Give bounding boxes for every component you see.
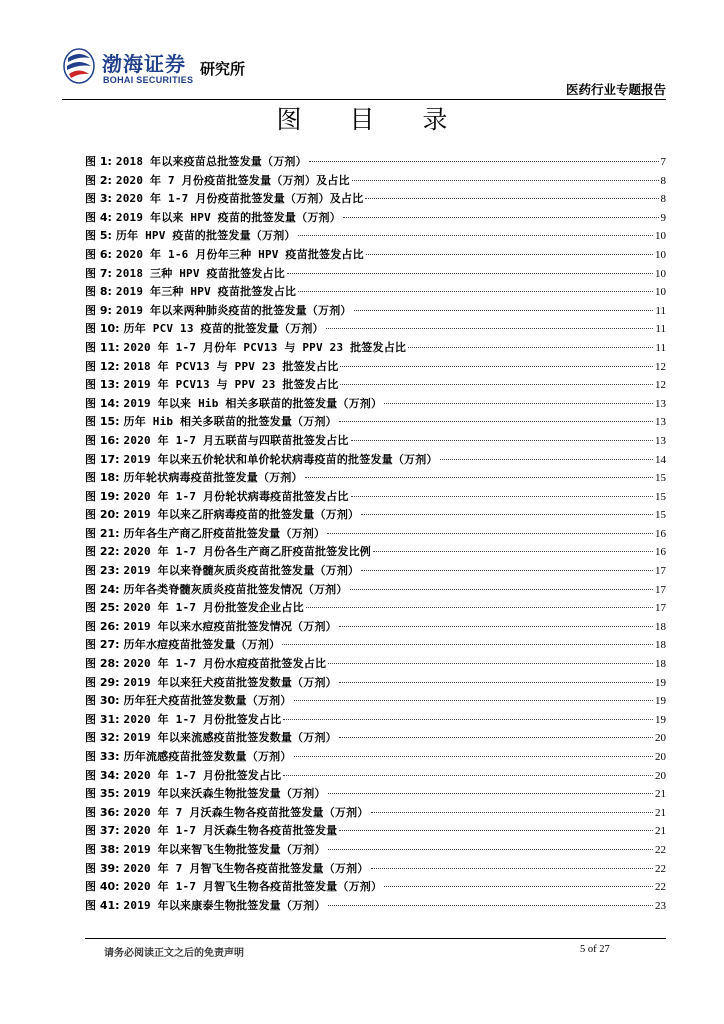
toc-entry-page: 19 [655,695,666,708]
toc-entry-number: 图 37: [85,824,120,838]
toc-dot-leader [306,607,653,608]
toc-entry-page: 17 [655,602,666,615]
toc-entry-title: 历年水痘疫苗批签发量（万剂） [123,638,281,652]
toc-entry[interactable] [85,320,666,339]
toc-entry-title: 2020 年 1-7 月份水痘疫苗批签发占比 [123,657,327,671]
footer-page-number: 5 of 27 [580,944,610,955]
toc-entry[interactable] [85,822,666,841]
toc-entry-number: 图 27: [85,638,120,652]
toc-entry-page: 21 [655,806,666,819]
toc-entry-page: 18 [655,620,666,633]
toc-entry-title: 历年各生产商乙肝疫苗批签发量（万剂） [123,526,326,540]
toc-entry-title: 2020 年 7 月沃森生物各疫苗批签发量（万剂） [123,805,369,819]
toc-entry[interactable] [85,395,666,414]
toc-entry-title: 2020 年 1-7 月份批签发企业占比 [123,601,304,615]
toc-entry-number: 图 10: [85,322,120,336]
toc-entry-number: 图 22: [85,545,120,559]
toc-dot-leader [328,849,653,850]
toc-entry[interactable] [85,897,666,916]
toc-entry-title: 2019 年以来五价轮状和单价轮状病毒疫苗的批签发量（万剂） [123,452,438,466]
toc-entry[interactable] [85,581,666,600]
toc-entry-page: 13 [655,397,666,410]
toc-entry-title: 2020 年 1-7 月份批签发占比 [123,712,282,726]
toc-entry-page: 14 [655,453,666,466]
toc-entry-number: 图 30: [85,694,120,708]
toc-entry[interactable] [85,376,666,395]
toc-entry-page: 7 [660,156,666,168]
toc-entry-page: 23 [655,899,666,912]
footer-divider [85,938,666,939]
toc-entry-title: 2019 年三种 HPV 疫苗批签发占比 [115,285,297,299]
toc-entry[interactable] [85,358,666,377]
toc-entry-page: 10 [655,248,666,261]
toc-entry-title: 历年各类脊髓灰质炎疫苗批签发情况（万剂） [123,582,348,596]
toc-entry-title: 2018 年 PCV13 与 PPV 23 批签发占比 [123,359,339,373]
toc-entry-page: 19 [655,676,666,689]
toc-entry-page: 13 [655,416,666,429]
toc-entry[interactable] [85,860,666,879]
toc-dot-leader [365,198,658,199]
toc-entry-number: 图 33: [85,750,120,763]
toc-entry-page: 10 [655,267,666,280]
toc-entry-page: 22 [655,862,666,875]
toc-entry-page: 21 [655,788,666,801]
toc-dot-leader [283,775,653,776]
toc-entry-number: 图 5: [85,229,112,243]
toc-dot-leader [339,737,653,738]
toc-dot-leader [283,719,653,720]
toc-entry-number: 图 17: [85,452,120,466]
toc-entry-number: 图 14: [85,396,120,410]
toc-entry-title: 历年狂犬疫苗批签发数量（万剂） [123,694,292,708]
toc-entry[interactable] [85,302,666,321]
toc-entry[interactable] [85,488,666,507]
toc-entry-page: 13 [655,434,666,447]
bohai-logo-icon [62,46,96,86]
toc-entry-title: 历年 PCV 13 疫苗的批签发量（万剂） [123,322,324,336]
toc-entry-page: 11 [655,341,666,354]
toc-title: 图 目 录 [276,105,468,134]
toc-entry-number: 图 15: [85,415,120,429]
toc-dot-leader [351,440,653,441]
toc-dot-leader [328,793,653,794]
toc-dot-leader [326,328,654,329]
toc-dot-leader [339,421,653,422]
toc-entry-number: 图 41: [85,898,120,912]
toc-entry-page: 8 [660,174,666,187]
toc-entry-number: 图 39: [85,861,120,875]
toc-entry[interactable] [85,767,666,786]
toc-entry[interactable] [85,153,666,172]
toc-dot-leader [352,180,659,181]
toc-entry-number: 图 34: [85,768,120,782]
toc-entry-title: 2020 年 1-7 月份批签发占比 [123,768,282,782]
toc-entry-number: 图 35: [85,787,120,801]
toc-entry-title: 2020 年 7 月智飞生物各疫苗批签发量（万剂） [123,861,369,875]
toc-dot-leader [340,384,653,385]
toc-dot-leader [327,533,653,534]
toc-entry-title: 2020 年 1-6 月份年三种 HPV 疫苗批签发占比 [115,247,364,261]
figure-index-list [85,153,666,915]
report-type: 医药行业专题报告 [565,82,666,97]
toc-entry[interactable] [85,804,666,823]
toc-dot-leader [350,589,653,590]
toc-entry-title: 2019 年以来智飞生物批签发量（万剂） [123,842,326,856]
institute-label: 研究所 [200,60,246,78]
toc-dot-leader [339,830,653,831]
toc-entry-page: 8 [660,193,666,206]
toc-entry-title: 2018 三种 HPV 疫苗批签发占比 [115,266,285,280]
toc-entry-number: 图 9: [85,303,112,317]
toc-entry-number: 图 12: [85,359,120,373]
toc-entry-title: 2019 年以来流感疫苗批签发数量（万剂） [123,731,337,745]
toc-entry-page: 22 [655,843,666,856]
toc-entry-page: 9 [660,211,666,224]
toc-entry-page: 16 [655,546,666,559]
toc-entry-title: 2019 年以来脊髓灰质炎疫苗批签发量（万剂） [123,564,360,578]
toc-entry-page: 20 [655,751,666,763]
toc-dot-leader [282,644,653,645]
toc-entry-page: 10 [655,230,666,243]
toc-entry-page: 22 [655,881,666,894]
toc-entry[interactable] [85,599,666,618]
toc-entry-title: 2020 年 1-7 月份各生产商乙肝疫苗批签发比例 [123,545,371,559]
toc-entry-number: 图 1: [85,155,112,168]
toc-entry[interactable] [85,785,666,804]
toc-entry-page: 19 [655,713,666,726]
toc-entry-page: 11 [655,304,666,317]
toc-entry[interactable] [85,283,666,302]
toc-entry-title: 2020 年 7 月份疫苗批签发量（万剂）及占比 [115,173,350,187]
toc-dot-leader [328,663,653,664]
toc-dot-leader [371,868,653,869]
toc-entry-title: 2020 年 1-7 月沃森生物各疫苗批签发量 [123,824,338,838]
toc-dot-leader [294,700,653,701]
toc-dot-leader [309,161,659,162]
toc-entry[interactable] [85,878,666,897]
toc-entry[interactable] [85,413,666,432]
toc-entry[interactable] [85,618,666,637]
page-header [62,46,666,100]
toc-entry-number: 图 19: [85,489,120,503]
toc-dot-leader [354,310,654,311]
toc-entry[interactable] [85,506,666,525]
toc-entry[interactable] [85,172,666,191]
toc-entry[interactable] [85,729,666,748]
toc-entry[interactable] [85,692,666,711]
toc-entry-title: 历年 Hib 相关多联苗的批签发量（万剂） [123,415,337,429]
brand-name-cn: 渤海证券 [102,52,186,76]
toc-entry[interactable] [85,451,666,470]
toc-entry[interactable] [85,265,666,284]
toc-dot-leader [305,477,653,478]
toc-entry[interactable] [85,525,666,544]
toc-dot-leader [343,217,659,218]
toc-entry[interactable] [85,227,666,246]
toc-entry-title: 2019 年以来 HPV 疫苗的批签发量（万剂） [115,210,341,224]
toc-dot-leader [328,905,653,906]
toc-entry-number: 图 40: [85,880,120,894]
toc-entry[interactable] [85,432,666,451]
toc-dot-leader [440,459,653,460]
toc-entry[interactable] [85,469,666,488]
toc-entry[interactable] [85,674,666,693]
toc-dot-leader [339,626,653,627]
toc-entry-number: 图 36: [85,805,120,819]
toc-entry-number: 图 2: [85,173,112,187]
toc-entry-number: 图 6: [85,247,112,261]
footer-disclaimer: 请务必阅读正文之后的免责声明 [104,948,244,959]
toc-entry-page: 15 [655,472,666,485]
toc-dot-leader [339,682,653,683]
toc-entry-number: 图 18: [85,471,120,485]
toc-entry-number: 图 3: [85,192,112,206]
toc-dot-leader [408,347,653,348]
toc-entry-title: 2019 年以来水痘疫苗批签发情况（万剂） [123,619,337,633]
toc-entry[interactable] [85,636,666,655]
toc-entry-number: 图 32: [85,731,120,745]
toc-entry-number: 图 29: [85,675,120,689]
toc-entry-page: 21 [655,825,666,838]
toc-entry[interactable] [85,562,666,581]
toc-entry-title: 2018 年以来疫苗总批签发量（万剂） [115,155,307,168]
toc-dot-leader [298,235,653,236]
toc-entry-page: 20 [655,769,666,782]
toc-entry-title: 2019 年以来 Hib 相关多联苗的批签发量（万剂） [123,396,383,410]
toc-entry-number: 图 21: [85,526,120,540]
toc-entry-page: 12 [655,379,666,392]
toc-entry[interactable] [85,246,666,265]
toc-entry[interactable] [85,543,666,562]
toc-entry[interactable] [85,209,666,228]
toc-entry-number: 图 13: [85,378,120,392]
toc-entry-number: 图 25: [85,601,120,615]
toc-entry-page: 17 [655,565,666,578]
toc-entry-number: 图 20: [85,508,120,522]
toc-entry-page: 18 [655,639,666,652]
toc-dot-leader [287,273,653,274]
toc-dot-leader [371,812,653,813]
toc-entry-page: 20 [655,732,666,745]
toc-entry[interactable] [85,841,666,860]
toc-entry-title: 2019 年以来沃森生物批签发量（万剂） [123,787,326,801]
toc-entry-page: 11 [655,323,666,336]
toc-entry-page: 15 [655,509,666,522]
toc-entry-title: 历年 HPV 疫苗的批签发量（万剂） [115,229,296,243]
toc-entry-title: 2019 年以来康泰生物批签发量（万剂） [123,898,326,912]
toc-entry-number: 图 4: [85,210,112,224]
toc-entry-title: 2020 年 1-7 月份年 PCV13 与 PPV 23 批签发占比 [123,340,407,354]
toc-dot-leader [361,514,653,515]
toc-entry-title: 历年流感疫苗批签发数量（万剂） [123,750,292,763]
toc-entry[interactable] [85,655,666,674]
toc-entry-number: 图 26: [85,619,120,633]
toc-entry-number: 图 24: [85,582,120,596]
brand-name-en: BOHAI SECURITIES [103,75,194,85]
toc-entry[interactable] [85,190,666,209]
toc-entry-page: 17 [655,583,666,596]
toc-entry-number: 图 7: [85,266,112,280]
toc-dot-leader [294,756,653,757]
toc-dot-leader [298,291,653,292]
toc-entry-title: 2020 年 1-7 月份疫苗批签发量（万剂）及占比 [115,192,364,206]
toc-entry-title: 历年轮状病毒疫苗批签发量（万剂） [123,471,303,485]
toc-dot-leader [366,254,653,255]
toc-entry-title: 2020 年 1-7 月五联苗与四联苗批签发占比 [123,433,349,447]
toc-entry-number: 图 11: [85,340,120,354]
toc-entry-page: 10 [655,286,666,299]
toc-entry-title: 2019 年 PCV13 与 PPV 23 批签发占比 [123,378,339,392]
header-divider [62,99,666,100]
toc-entry-number: 图 16: [85,433,120,447]
toc-entry-title: 2019 年以来狂犬疫苗批签发数量（万剂） [123,675,337,689]
toc-entry-page: 15 [655,490,666,503]
toc-entry-title: 2019 年以来两种肺炎疫苗的批签发量（万剂） [115,303,352,317]
toc-dot-leader [373,551,653,552]
toc-entry-title: 2020 年 1-7 月智飞生物各疫苗批签发量（万剂） [123,880,383,894]
toc-entry-number: 图 8: [85,285,112,299]
toc-entry[interactable] [85,711,666,730]
toc-entry-number: 图 28: [85,657,120,671]
toc-entry-page: 16 [655,527,666,540]
toc-dot-leader [340,366,653,367]
toc-dot-leader [384,403,653,404]
toc-entry[interactable] [85,748,666,767]
toc-entry-number: 图 31: [85,712,120,726]
toc-entry-number: 图 38: [85,842,120,856]
toc-dot-leader [351,496,653,497]
toc-entry[interactable] [85,339,666,358]
toc-entry-title: 2019 年以来乙肝病毒疫苗的批签发量（万剂） [123,508,360,522]
toc-entry-page: 12 [655,360,666,373]
toc-entry-title: 2020 年 1-7 月份轮状病毒疫苗批签发占比 [123,489,349,503]
toc-dot-leader [384,886,653,887]
toc-entry-number: 图 23: [85,564,120,578]
toc-dot-leader [361,570,653,571]
toc-entry-page: 18 [655,658,666,671]
